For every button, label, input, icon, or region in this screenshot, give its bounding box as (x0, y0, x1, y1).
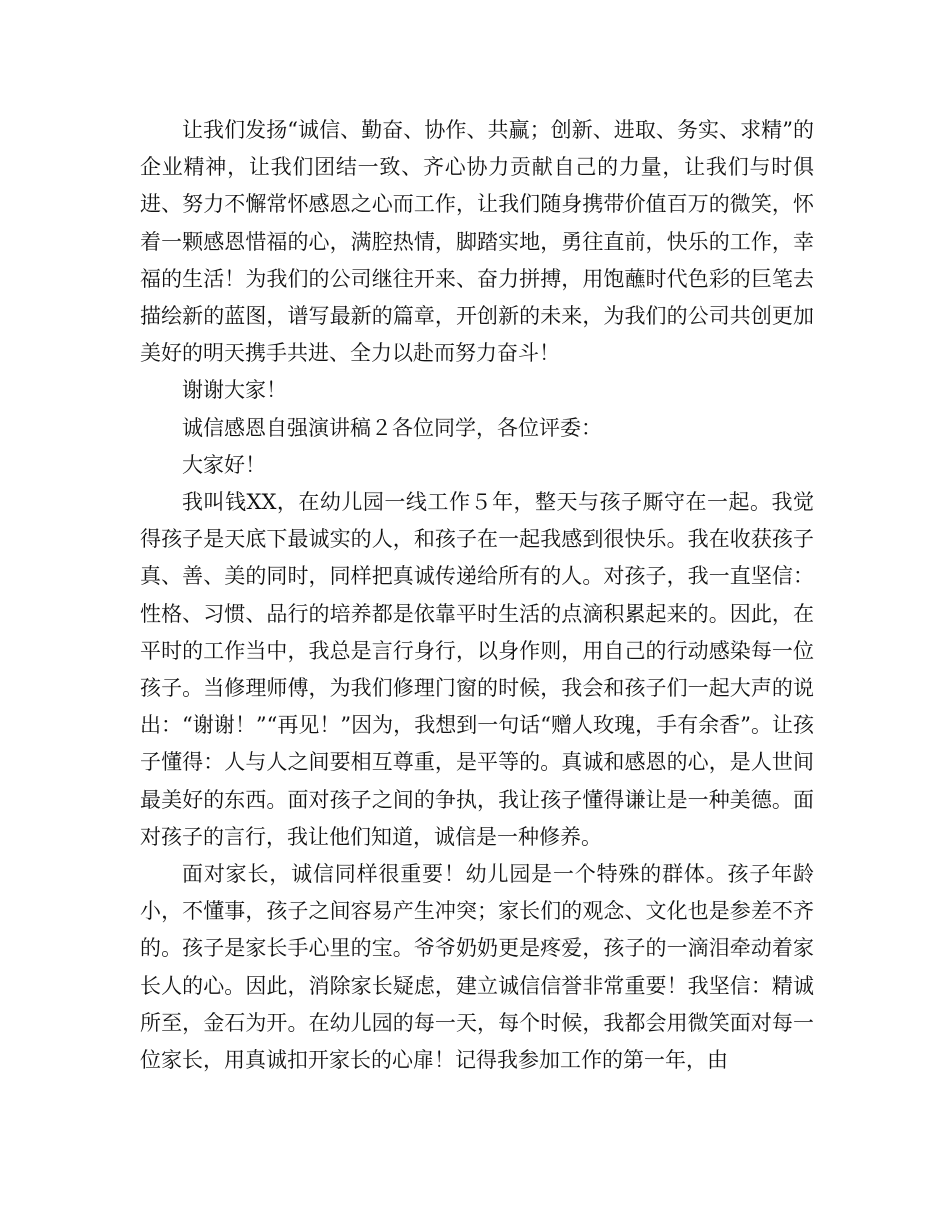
paragraph-thanks: 谢谢大家！ (182, 378, 287, 403)
paragraph-speech-title: 诚信感恩自强演讲稿２各位同学，各位评委： (182, 415, 602, 440)
paragraph-introduction: 我叫钱XX，在幼儿园一线工作５年，整天与孩子厮守在一起。我觉得孩子是天底下最诚实的人，和孩子在一起我感到很快乐。我在收获孩子真、善、美的同时，同样把真诚传递给所有的人。对孩子，我一直坚信：性格、习惯、品行的培养都是依靠平时生活的点滴积累起来的。因此，在平时的工作当中，我总是言行身行，以身作则，用自己的行动感染每一位孩子。当修理师傅，为我们修理门窗的时候，我会和孩子们一起大声的说出：“谢谢！”“再见！”因为，我想到一句话“赠人玫瑰，手有余香”。让孩子懂得：人与人之间要相互尊重，是平等的。真诚和感恩的心，是人世间最美好的东西。面对孩子之间的争执，我让孩子懂得谦让是一种美德。面对孩子的言行，我让他们知道，诚信是一种修养。 (140, 490, 814, 849)
paragraph-greeting: 大家好！ (182, 452, 266, 477)
paragraph-closing-appeal: 让我们发扬“诚信、勤奋、协作、共赢；创新、进取、务实、求精”的企业精神，让我们团结一致、齐心协力贡献自己的力量，让我们与时俱进、努力不懈常怀感恩之心而工作，让我们随身携带价值百万的微笑，怀着一颗感恩惜福的心，满腔热情，脚踏实地，勇往直前，快乐的工作，幸福的生活！为我们的公司继往开来、奋力拼搏，用饱蘸时代色彩的巨笔去描绘新的蓝图，谱写最新的篇章，开创新的未来，为我们的公司共创更加美好的明天携手共进、全力以赴而努力奋斗！ (140, 118, 814, 366)
paragraph-parents: 面对家长，诚信同样很重要！幼儿园是一个特殊的群体。孩子年龄小，不懂事，孩子之间容易产生冲突；家长们的观念、文化也是参差不齐的。孩子是家长手心里的宝。爷爷奶奶更是疼爱，孩子的一滴泪牵动着家长人的心。因此，消除家长疑虑，建立诚信信誉非常重要！我坚信：精诚所至，金石为开。在幼儿园的每一天，每个时候，我都会用微笑面对每一位家长，用真诚扣开家长的心扉！记得我参加工作的第一年，由 (140, 862, 814, 1073)
document-page (140, 112, 814, 1079)
